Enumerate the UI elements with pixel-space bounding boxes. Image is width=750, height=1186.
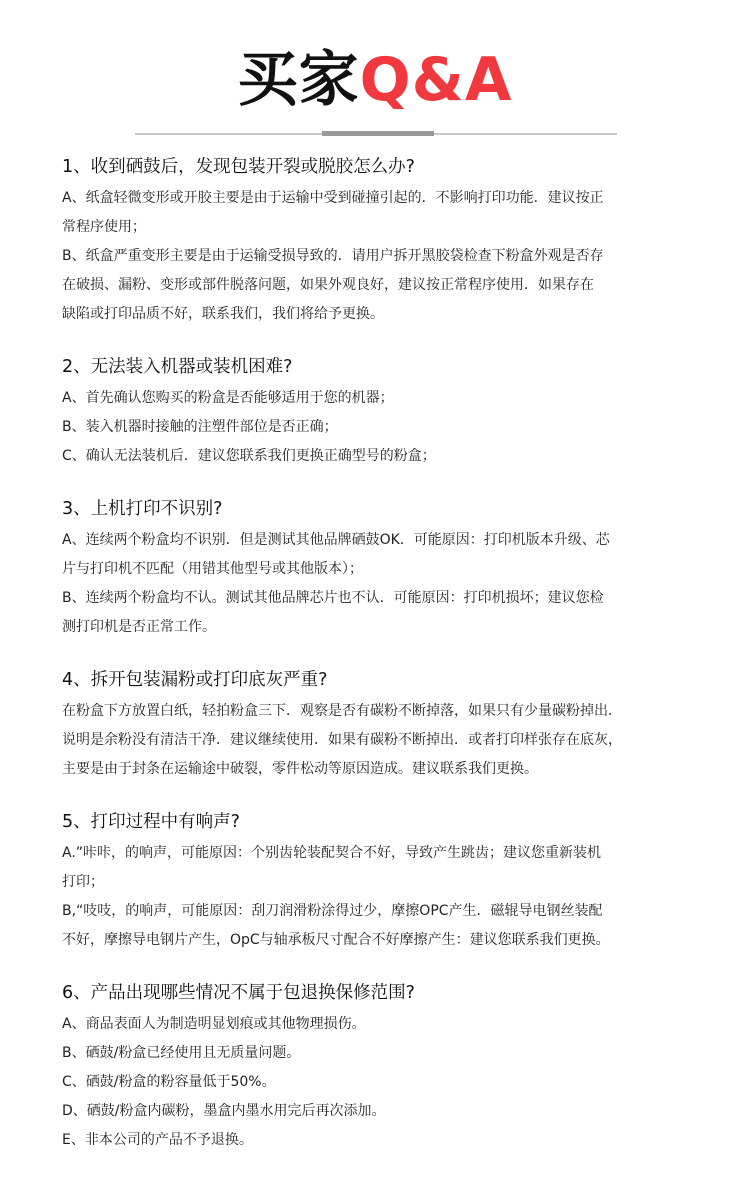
faq-answer-line: E、非本公司的产品不予退换。 — [62, 1132, 253, 1148]
faq-answer-line: 常程序使用； — [62, 219, 146, 235]
faq-question: 2、无法装入机器或装机困难? — [62, 357, 293, 377]
faq-answer-line: A.”咔咔，的响声，可能原因：个别齿轮装配契合不好，导致产生跳齿；建议您重新装机 — [62, 845, 602, 861]
faq-answer-line: 在粉盒下方放置白纸，轻拍粉盒三下．观察是否有碳粉不断掉落，如果只有少量碳粉掉出． — [62, 703, 622, 719]
faq-answer-line: B,“吱吱，的响声，可能原因：刮刀润滑粉涂得过少，摩擦OPC产生．磁辊导电钢丝装配 — [62, 903, 603, 919]
faq-answer-line: A、首先确认您购买的粉盒是否能够适用于您的机器； — [62, 390, 394, 406]
faq-item-3 — [62, 492, 702, 642]
faq-question: 1、收到硒鼓后，发现包装开裂或脱胶怎么办? — [62, 157, 415, 177]
faq-answer-line: B、装入机器时接触的注塑件部位是否正确； — [62, 419, 338, 435]
faq-answer-line: A、商品表面人为制造明显划痕或其他物理损伤。 — [62, 1016, 366, 1032]
faq-answer-line: C、确认无法装机后．建议您联系我们更换正确型号的粉盒； — [62, 448, 436, 464]
faq-answer-line: 主要是由于封条在运输途中破裂，零件松动等原因造成。建议联系我们更换。 — [62, 761, 538, 777]
faq-item-6 — [62, 976, 702, 1155]
faq-item-2 — [62, 350, 702, 471]
faq-answer-line: 缺陷或打印品质不好，联系我们，我们将给予更换。 — [62, 306, 384, 322]
faq-answer-line: B、硒鼓/粉盒已经使用且无质量问题。 — [62, 1045, 301, 1061]
faq-item-4 — [62, 663, 702, 784]
faq-answer-line: A、纸盒轻微变形或开胶主要是由于运输中受到碰撞引起的．不影响打印功能．建议按正 — [62, 190, 604, 206]
faq-question: 4、拆开包装漏粉或打印底灰严重? — [62, 670, 328, 690]
faq-answer-line: B、纸盒严重变形主要是由于运输受损导致的．请用户拆开黑胶袋检查下粉盒外观是否存 — [62, 248, 604, 264]
faq-answer-line: 在破损、漏粉、变形或部件脱落问题，如果外观良好，建议按正常程序使用．如果存在 — [62, 277, 594, 293]
faq-question: 6、产品出现哪些情况不属于包退换保修范围? — [62, 983, 415, 1003]
faq-answer-line: 打印； — [62, 874, 104, 890]
title-text-qa: Q&A — [359, 45, 513, 115]
faq-answer-line: 片与打印机不匹配（用错其他型号或其他版本）； — [62, 561, 363, 577]
faq-answer-line: 说明是余粉没有清洁干净．建议继续使用．如果有碳粉不断掉出．或者打印样张存在底灰， — [62, 732, 622, 748]
faq-answer-line: B、连续两个粉盒均不认。测试其他品牌芯片也不认．可能原因：打印机损坏；建议您检 — [62, 590, 604, 606]
page-title — [0, 40, 750, 120]
title-text-buyer: 买家 — [237, 45, 360, 115]
faq-item-1 — [62, 150, 702, 329]
faq-answer-line: 不好，摩擦导电钢片产生，OpC与轴承板尺寸配合不好摩擦产生：建议您联系我们更换。 — [62, 932, 610, 948]
faq-list — [62, 150, 702, 1155]
faq-answer-line: A、连续两个粉盒均不识别．但是测试其他品牌硒鼓OK．可能原因：打印机版本升级、芯 — [62, 532, 610, 548]
faq-question: 5、打印过程中有响声? — [62, 812, 240, 832]
faq-answer-line: D、硒鼓/粉盒内碳粉，墨盒内墨水用完后再次添加。 — [62, 1103, 386, 1119]
faq-answer-line: C、硒鼓/粉盒的粉容量低于50%。 — [62, 1074, 276, 1090]
title-divider-accent — [322, 131, 434, 136]
faq-question: 3、上机打印不识别? — [62, 499, 223, 519]
faq-answer-line: 测打印机是否正常工作。 — [62, 619, 216, 635]
faq-item-5 — [62, 805, 702, 955]
